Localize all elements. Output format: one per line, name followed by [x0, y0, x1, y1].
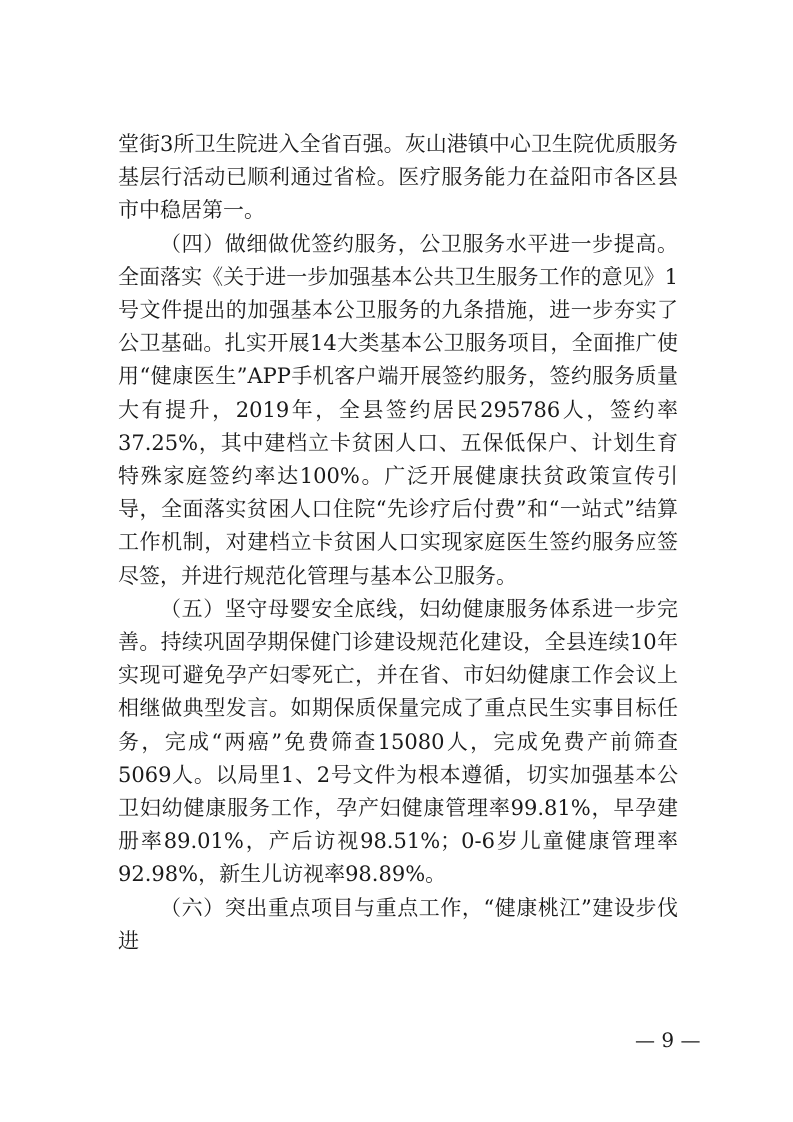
body-text	[118, 128, 678, 958]
paragraph-1-text: 堂街3所卫生院进入全省百强。灰山港镇中心卫生院优质服务基层行活动已顺利通过省检。医疗服务能力在益阳市各区县市中稳居第一。	[118, 132, 678, 223]
paragraph-4	[118, 892, 678, 958]
paragraph-3	[118, 593, 678, 892]
paragraph-2	[118, 228, 678, 593]
section-6-heading: （六）突出重点项目与重点工作，“健康桃江”建设步伐进	[118, 895, 678, 953]
page-number: — 9 —	[635, 1028, 701, 1052]
paragraph-2-text: 全面落实《关于进一步加强基本公共卫生服务工作的意见》1号文件提出的加强基本公卫服务的九条措施，进一步夯实了公卫基础。扎实开展14大类基本公卫服务项目，全面推广使用“健康医生”APP手机客户端开展签约服务，签约服务质量大有提升，2019年，全县签约居民295786人，签约率37.25%，其中建档立卡贫困人口、五保低保户、计划生育特殊家庭签约率达100%。广泛开展健康扶贫政策宣传引导，全面落实贫困人口住院“先诊疗后付费”和“一站式”结算工作机制，对建档立卡贫困人口实现家庭医生签约服务应签尽签，并进行规范化管理与基本公卫服务。	[118, 264, 678, 588]
section-4-heading: （四）做细做优签约服务，公卫服务水平进一步提高。	[160, 231, 678, 256]
paragraph-3-text: 持续巩固孕期保健门诊建设规范化建设，全县连续10年实现可避免孕产妇零死亡，并在省、市妇幼健康工作会议上相继做典型发言。如期保质保量完成了重点民生实事目标任务，完成“两癌”免费筛查15080人，完成免费产前筛查5069人。以局里1、2号文件为根本遵循，切实加强基本公卫妇幼健康服务工作，孕产妇健康管理率99.81%，早孕建册率89.01%，产后访视98.51%；0-6岁儿童健康管理率92.98%，新生儿访视率98.89%。	[118, 630, 678, 887]
paragraph-1	[118, 128, 678, 228]
section-5-heading: （五）坚守母婴安全底线，妇幼健康服务体系进一步完善。	[118, 596, 678, 655]
